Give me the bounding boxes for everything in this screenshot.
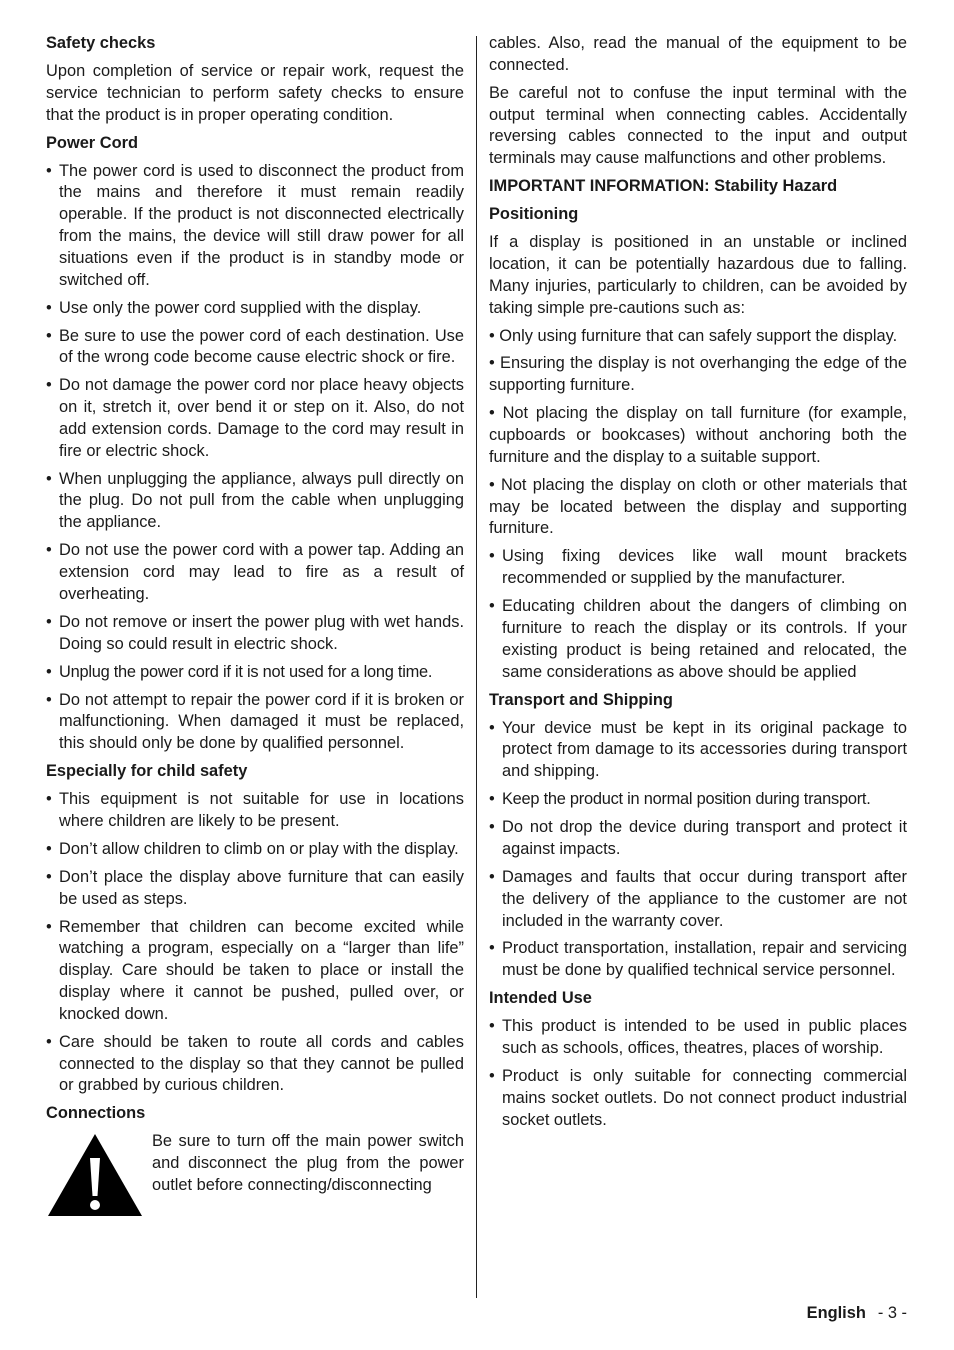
list-item: • Damages and faults that occur during transport after the delivery of the appliance to the customer are not included in the warranty cover. bbox=[489, 867, 907, 932]
list-item: • This equipment is not suitable for use in locations where children are likely to be present. bbox=[46, 789, 464, 833]
connections-warning-text: Be sure to turn off the main power switch and disconnect the plug from the power outlet before connecting/disconnecting bbox=[152, 1132, 464, 1195]
list-item: • Be sure to use the power cord of each destination. Use of the wrong code become cause electric shock or fire. bbox=[46, 326, 464, 370]
list-item: • When unplugging the appliance, always pull directly on the plug. Do not pull from the cable when unplugging the appliance. bbox=[46, 469, 464, 534]
safety-checks-text: Upon completion of service or repair work, request the service technician to perform safety checks to ensure that the product is in proper operating condition. bbox=[46, 61, 464, 124]
safety-checks-heading: Safety checks bbox=[46, 34, 156, 52]
transport-heading: Transport and Shipping bbox=[489, 690, 673, 709]
transport-list bbox=[489, 718, 907, 983]
list-item: • Keep the product in normal position during transport. bbox=[489, 789, 907, 811]
list-item: • The power cord is used to disconnect the product from the mains and therefore it must remain readily operable. If the product is not disconnected electrically from the mains, the device will still draw power for all situations even if the product is in standby mode or switched off. bbox=[46, 161, 464, 292]
positioning-heading: Positioning bbox=[489, 205, 579, 224]
connections-terminal-text: Be careful not to confuse the input terminal with the output terminal when connecting cables. Accidentally reversing cables connected to the input and output terminals may cause malfunctions and other problems. bbox=[489, 83, 907, 168]
list-item: • Educating children about the dangers of climbing on furniture to reach the display or its controls. If your existing product is being retained and relocated, the same considerations as above should be applied bbox=[489, 596, 907, 683]
power-cord-list bbox=[46, 161, 464, 755]
intended-use-list bbox=[489, 1016, 907, 1131]
positioning-list bbox=[489, 546, 907, 683]
list-item: • Product is only suitable for connecting commercial mains socket outlets. Do not connect product industrial socket outlets. bbox=[489, 1066, 907, 1131]
right-column bbox=[489, 33, 907, 1138]
child-safety-list bbox=[46, 789, 464, 1097]
page-footer bbox=[807, 1302, 907, 1324]
connections-heading: Connections bbox=[46, 1104, 146, 1123]
column-divider bbox=[476, 36, 477, 1298]
list-item: • Unplug the power cord if it is not used for a long time. bbox=[46, 662, 464, 684]
intended-use-heading: Intended Use bbox=[489, 989, 592, 1008]
positioning-point: • Ensuring the display is not overhanging the edge of the supporting furniture. bbox=[489, 354, 907, 395]
positioning-text: If a display is positioned in an unstable or inclined location, it can be potentially hazardous due to falling. Many injuries, particularly to children, can be avoided by taking simple pre-cautions such as: bbox=[489, 233, 907, 317]
list-item: • Do not attempt to repair the power cord if it is broken or malfunctioning. When damaged it must be replaced, this should only be done by qualified personnel. bbox=[46, 690, 464, 755]
warning-triangle-icon bbox=[46, 1132, 144, 1218]
list-item: • Use only the power cord supplied with the display. bbox=[46, 298, 464, 320]
list-item: • Remember that children can become excited while watching a program, especially on a “larger than life” display. Care should be taken to place or install the display where it cannot be pushed, pulled over, or knocked down. bbox=[46, 917, 464, 1026]
list-item: • Don’t place the display above furniture that can easily be used as steps. bbox=[46, 867, 464, 911]
positioning-point: • Not placing the display on cloth or other materials that may be located between the display and supporting furniture. bbox=[489, 475, 907, 538]
connections-continued-text: cables. Also, read the manual of the equipment to be connected. bbox=[489, 34, 907, 74]
list-item: • Do not damage the power cord nor place heavy objects on it, stretch it, over bend it or step on it. Also, do not add extension cords. Damage to the cord may result in fire or electric shock. bbox=[46, 375, 464, 462]
list-item: • Do not remove or insert the power plug with wet hands. Doing so could result in electric shock. bbox=[46, 612, 464, 656]
list-item: • This product is intended to be used in public places such as schools, offices, theatres, places of worship. bbox=[489, 1016, 907, 1060]
left-column bbox=[46, 33, 464, 1218]
power-cord-heading: Power Cord bbox=[46, 133, 138, 152]
list-item: • Using fixing devices like wall mount brackets recommended or supplied by the manufacturer. bbox=[489, 546, 907, 590]
stability-hazard-heading: IMPORTANT INFORMATION: Stability Hazard bbox=[489, 177, 838, 196]
page-number: - 3 - bbox=[877, 1304, 907, 1322]
child-safety-heading: Especially for child safety bbox=[46, 762, 248, 781]
positioning-point: • Not placing the display on tall furniture (for example, cupboards or bookcases) without anchoring both the furniture and the display to a suitable support. bbox=[489, 404, 907, 466]
list-item: • Do not use the power cord with a power tap. Adding an extension cord may lead to fire as a result of overheating. bbox=[46, 540, 464, 605]
list-item: • Don’t allow children to climb on or play with the display. bbox=[46, 839, 464, 861]
footer-language: English bbox=[806, 1304, 866, 1322]
list-item: • Care should be taken to route all cords and cables connected to the display so that they cannot be pulled or grabbed by curious children. bbox=[46, 1032, 464, 1097]
list-item: • Your device must be kept in its original package to protect from damage to its accessories during transport and shipping. bbox=[489, 718, 907, 783]
list-item: • Product transportation, installation, repair and servicing must be done by qualified technical service personnel. bbox=[489, 938, 907, 982]
positioning-point: • Only using furniture that can safely support the display. bbox=[489, 326, 898, 345]
list-item: • Do not drop the device during transport and protect it against impacts. bbox=[489, 817, 907, 861]
connections-warning bbox=[46, 1131, 464, 1218]
